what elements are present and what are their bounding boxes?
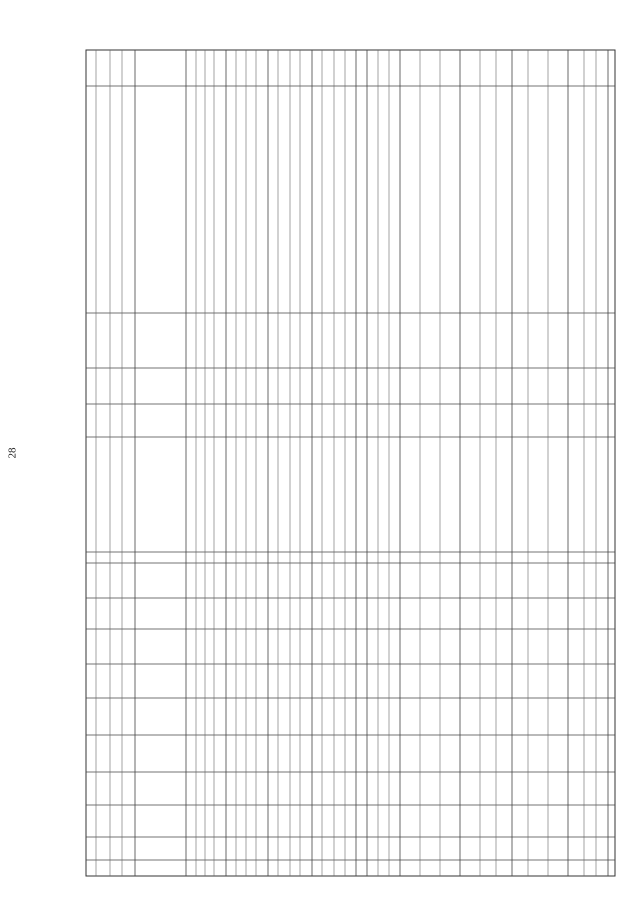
page-number: 28 [6, 447, 19, 459]
